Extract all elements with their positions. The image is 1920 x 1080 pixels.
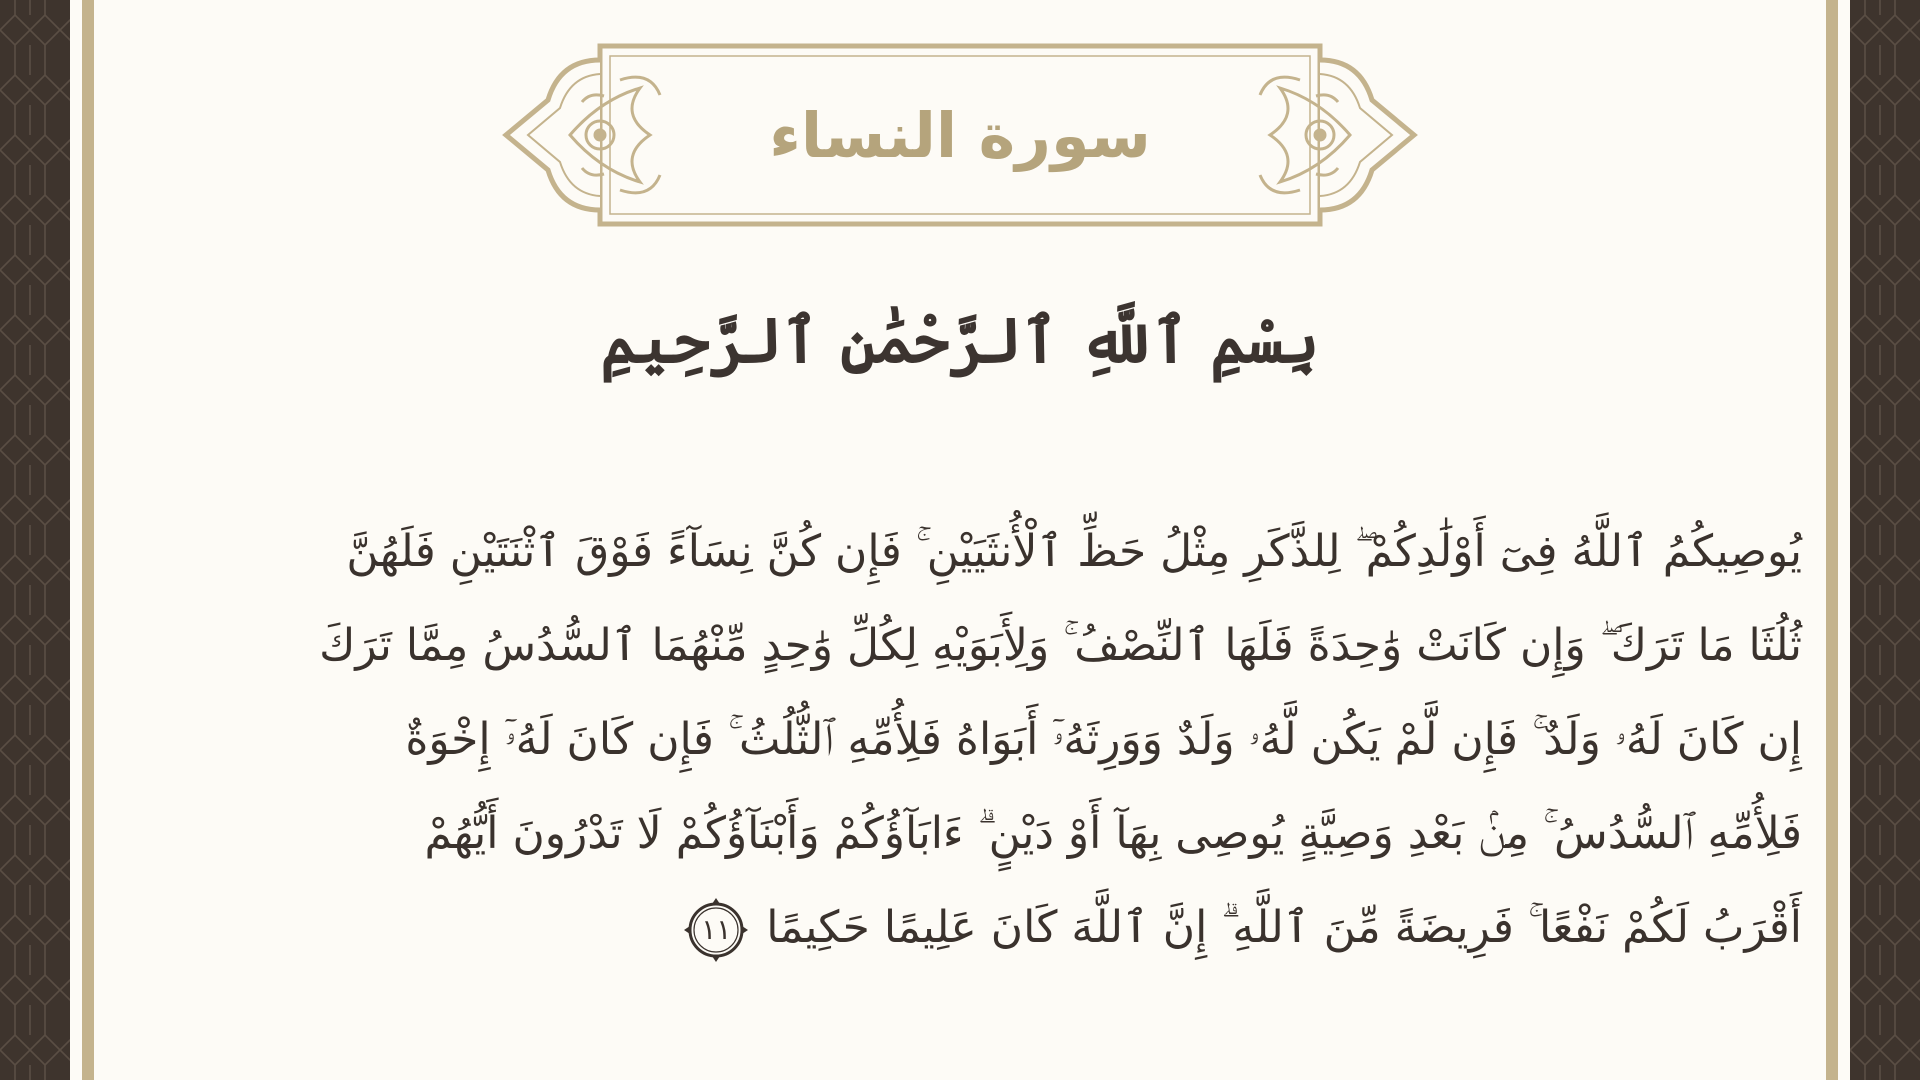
ayah-number: ١١ — [701, 913, 732, 946]
ayah-text-block — [142, 505, 1802, 975]
ayah-line-2: ثُلُثَا مَا تَرَكَ ۖ وَإِن كَانَتْ وَٰحِدَةً فَلَهَا ٱلنِّصْفُ ۚ وَلِأَبَوَيْهِ لِكُلِّ وَٰحِدٍ مِّنْهُمَا ٱلسُّدُسُ مِمَّا تَرَكَ — [319, 620, 1802, 671]
ayah-line-5-text: أَقْرَبُ لَكُمْ نَفْعًا ۚ فَرِيضَةً مِّنَ ٱللَّهِ ۗ إِنَّ ٱللَّهَ كَانَ عَلِيمًا حَكِيمًا — [766, 902, 1802, 953]
right-ornamental-border — [1850, 0, 1920, 1080]
right-gold-rule — [1826, 0, 1838, 1080]
basmala: بِسْمِ ٱللَّهِ ٱلرَّحْمَٰنِ ٱلرَّحِيمِ — [600, 303, 1320, 377]
ayah-line-1: يُوصِيكُمُ ٱللَّهُ فِىٓ أَوْلَٰدِكُمْ ۖ لِلذَّكَرِ مِثْلُ حَظِّ ٱلْأُنثَيَيْنِ ۚ فَإِن كُنَّ نِسَآءً فَوْقَ ٱثْنَتَيْنِ فَلَهُنَّ — [346, 526, 1802, 577]
left-ornamental-border — [0, 0, 70, 1080]
left-gold-rule — [82, 0, 94, 1080]
ayah-end-marker — [682, 896, 750, 964]
surah-title-cartouche — [500, 40, 1420, 230]
ayah-line-4: فَلِأُمِّهِ ٱلسُّدُسُ ۚ مِنۢ بَعْدِ وَصِيَّةٍ يُوصِى بِهَآ أَوْ دَيْنٍ ۗ ءَابَآؤُكُمْ وَأَبْنَآؤُكُمْ لَا تَدْرُونَ أَيُّهُمْ — [424, 808, 1802, 859]
ayah-line-3: إِن كَانَ لَهُۥ وَلَدٌ ۚ فَإِن لَّمْ يَكُن لَّهُۥ وَلَدٌ وَوَرِثَهُۥٓ أَبَوَاهُ فَلِأُمِّهِ ٱلثُّلُثُ ۚ فَإِن كَانَ لَهُۥٓ إِخْوَةٌ — [405, 714, 1802, 765]
ayah-line-5 — [142, 881, 1802, 975]
surah-title: سورة النساء — [769, 98, 1151, 172]
